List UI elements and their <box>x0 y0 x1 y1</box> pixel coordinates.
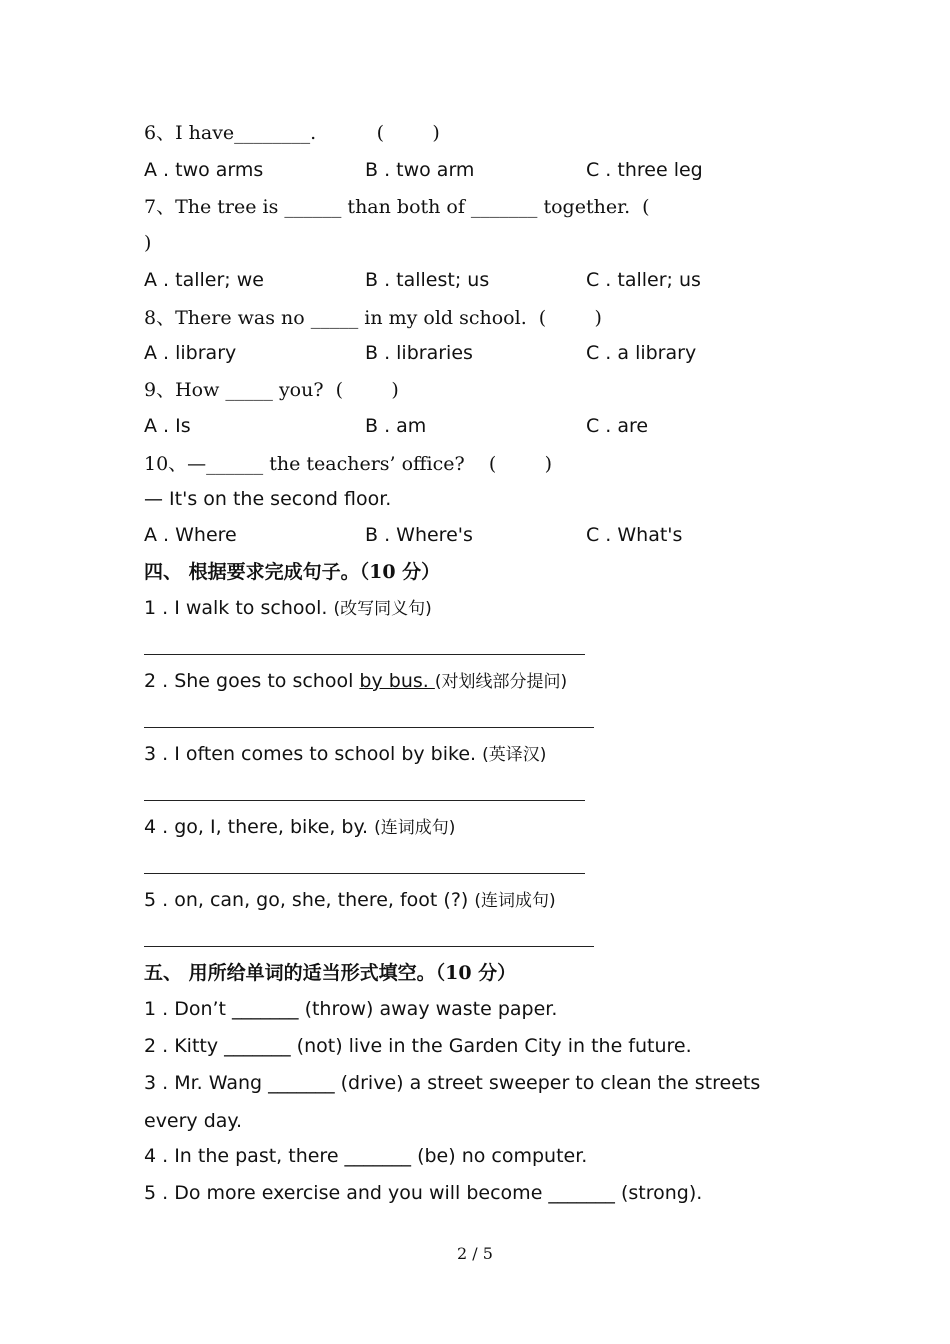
part4-item-2-underlined: by bus. <box>359 670 435 692</box>
part4-item-1 <box>144 596 432 621</box>
part4-item-3 <box>144 742 546 767</box>
question-9-option-a: A . Is <box>144 415 191 437</box>
part5-item-3: 3 . Mr. Wang _______ (drive) a street sweeper to clean the streets <box>144 1072 761 1094</box>
part4-item-4-text: 4 . go, I, there, bike, by. <box>144 816 375 838</box>
part5-item-2: 2 . Kitty _______ (not) live in the Garden City in the future. <box>144 1035 692 1057</box>
part4-item-4 <box>144 815 455 840</box>
question-6-option-c: C . three leg <box>586 159 703 181</box>
part5-item-3-cont: every day. <box>144 1110 242 1132</box>
question-10-response: — It's on the second floor. <box>144 488 392 510</box>
question-7-stem: 7、The tree is ______ than both of _______ together. ( <box>144 196 650 218</box>
question-6-stem: 6、I have________. ( ) <box>144 122 440 144</box>
answer-line-1[interactable] <box>144 654 585 655</box>
question-8-option-c: C . a library <box>586 342 697 364</box>
part5-item-5: 5 . Do more exercise and you will become _______ (strong). <box>144 1182 703 1204</box>
question-7-option-c: C . taller; us <box>586 269 701 291</box>
part5-item-4: 4 . In the past, there _______ (be) no computer. <box>144 1145 588 1167</box>
part4-item-5-note: (连词成句) <box>474 891 556 911</box>
part4-item-2-text: 2 . She goes to school <box>144 670 360 692</box>
question-8-option-b: B . libraries <box>365 342 473 364</box>
question-6-option-a: A . two arms <box>144 159 264 181</box>
question-10-stem: 10、—______ the teachers’ office? ( ) <box>144 453 552 475</box>
part4-item-3-note: (英译汉) <box>482 745 547 765</box>
question-7-option-b: B . tallest; us <box>365 269 490 291</box>
section-5-heading: 五、 用所给单词的适当形式填空。（10 分） <box>144 962 517 984</box>
part4-item-2 <box>144 669 567 694</box>
question-10-option-a: A . Where <box>144 524 237 546</box>
part4-item-1-note: (改写同义句) <box>333 599 432 619</box>
part5-item-1: 1 . Don’t _______ (throw) away waste paper. <box>144 998 558 1020</box>
answer-line-5[interactable] <box>144 946 594 947</box>
question-8-stem: 8、There was no _____ in my old school. ( ) <box>144 307 602 329</box>
question-10-option-c: C . What's <box>586 524 683 546</box>
answer-line-3[interactable] <box>144 800 585 801</box>
question-8-option-a: A . library <box>144 342 237 364</box>
question-9-option-c: C . are <box>586 415 649 437</box>
answer-line-2[interactable] <box>144 727 594 728</box>
answer-line-4[interactable] <box>144 873 585 874</box>
part4-item-5 <box>144 888 556 913</box>
question-7-stem-cont: ) <box>144 232 152 254</box>
question-9-stem: 9、How _____ you? ( ) <box>144 379 399 401</box>
part4-item-2-note: (对划线部分提问) <box>434 672 568 692</box>
question-10-option-b: B . Where's <box>365 524 473 546</box>
question-9-option-b: B . am <box>365 415 427 437</box>
question-6-option-b: B . two arm <box>365 159 475 181</box>
part4-item-4-note: (连词成句) <box>374 818 456 838</box>
question-7-option-a: A . taller; we <box>144 269 264 291</box>
section-4-heading: 四、 根据要求完成句子。（10 分） <box>144 561 441 583</box>
part4-item-1-text: 1 . I walk to school. <box>144 597 334 619</box>
part4-item-3-text: 3 . I often comes to school by bike. <box>144 743 483 765</box>
page-number: 2 / 5 <box>457 1244 493 1263</box>
part4-item-5-text: 5 . on, can, go, she, there, foot (?) <box>144 889 475 911</box>
